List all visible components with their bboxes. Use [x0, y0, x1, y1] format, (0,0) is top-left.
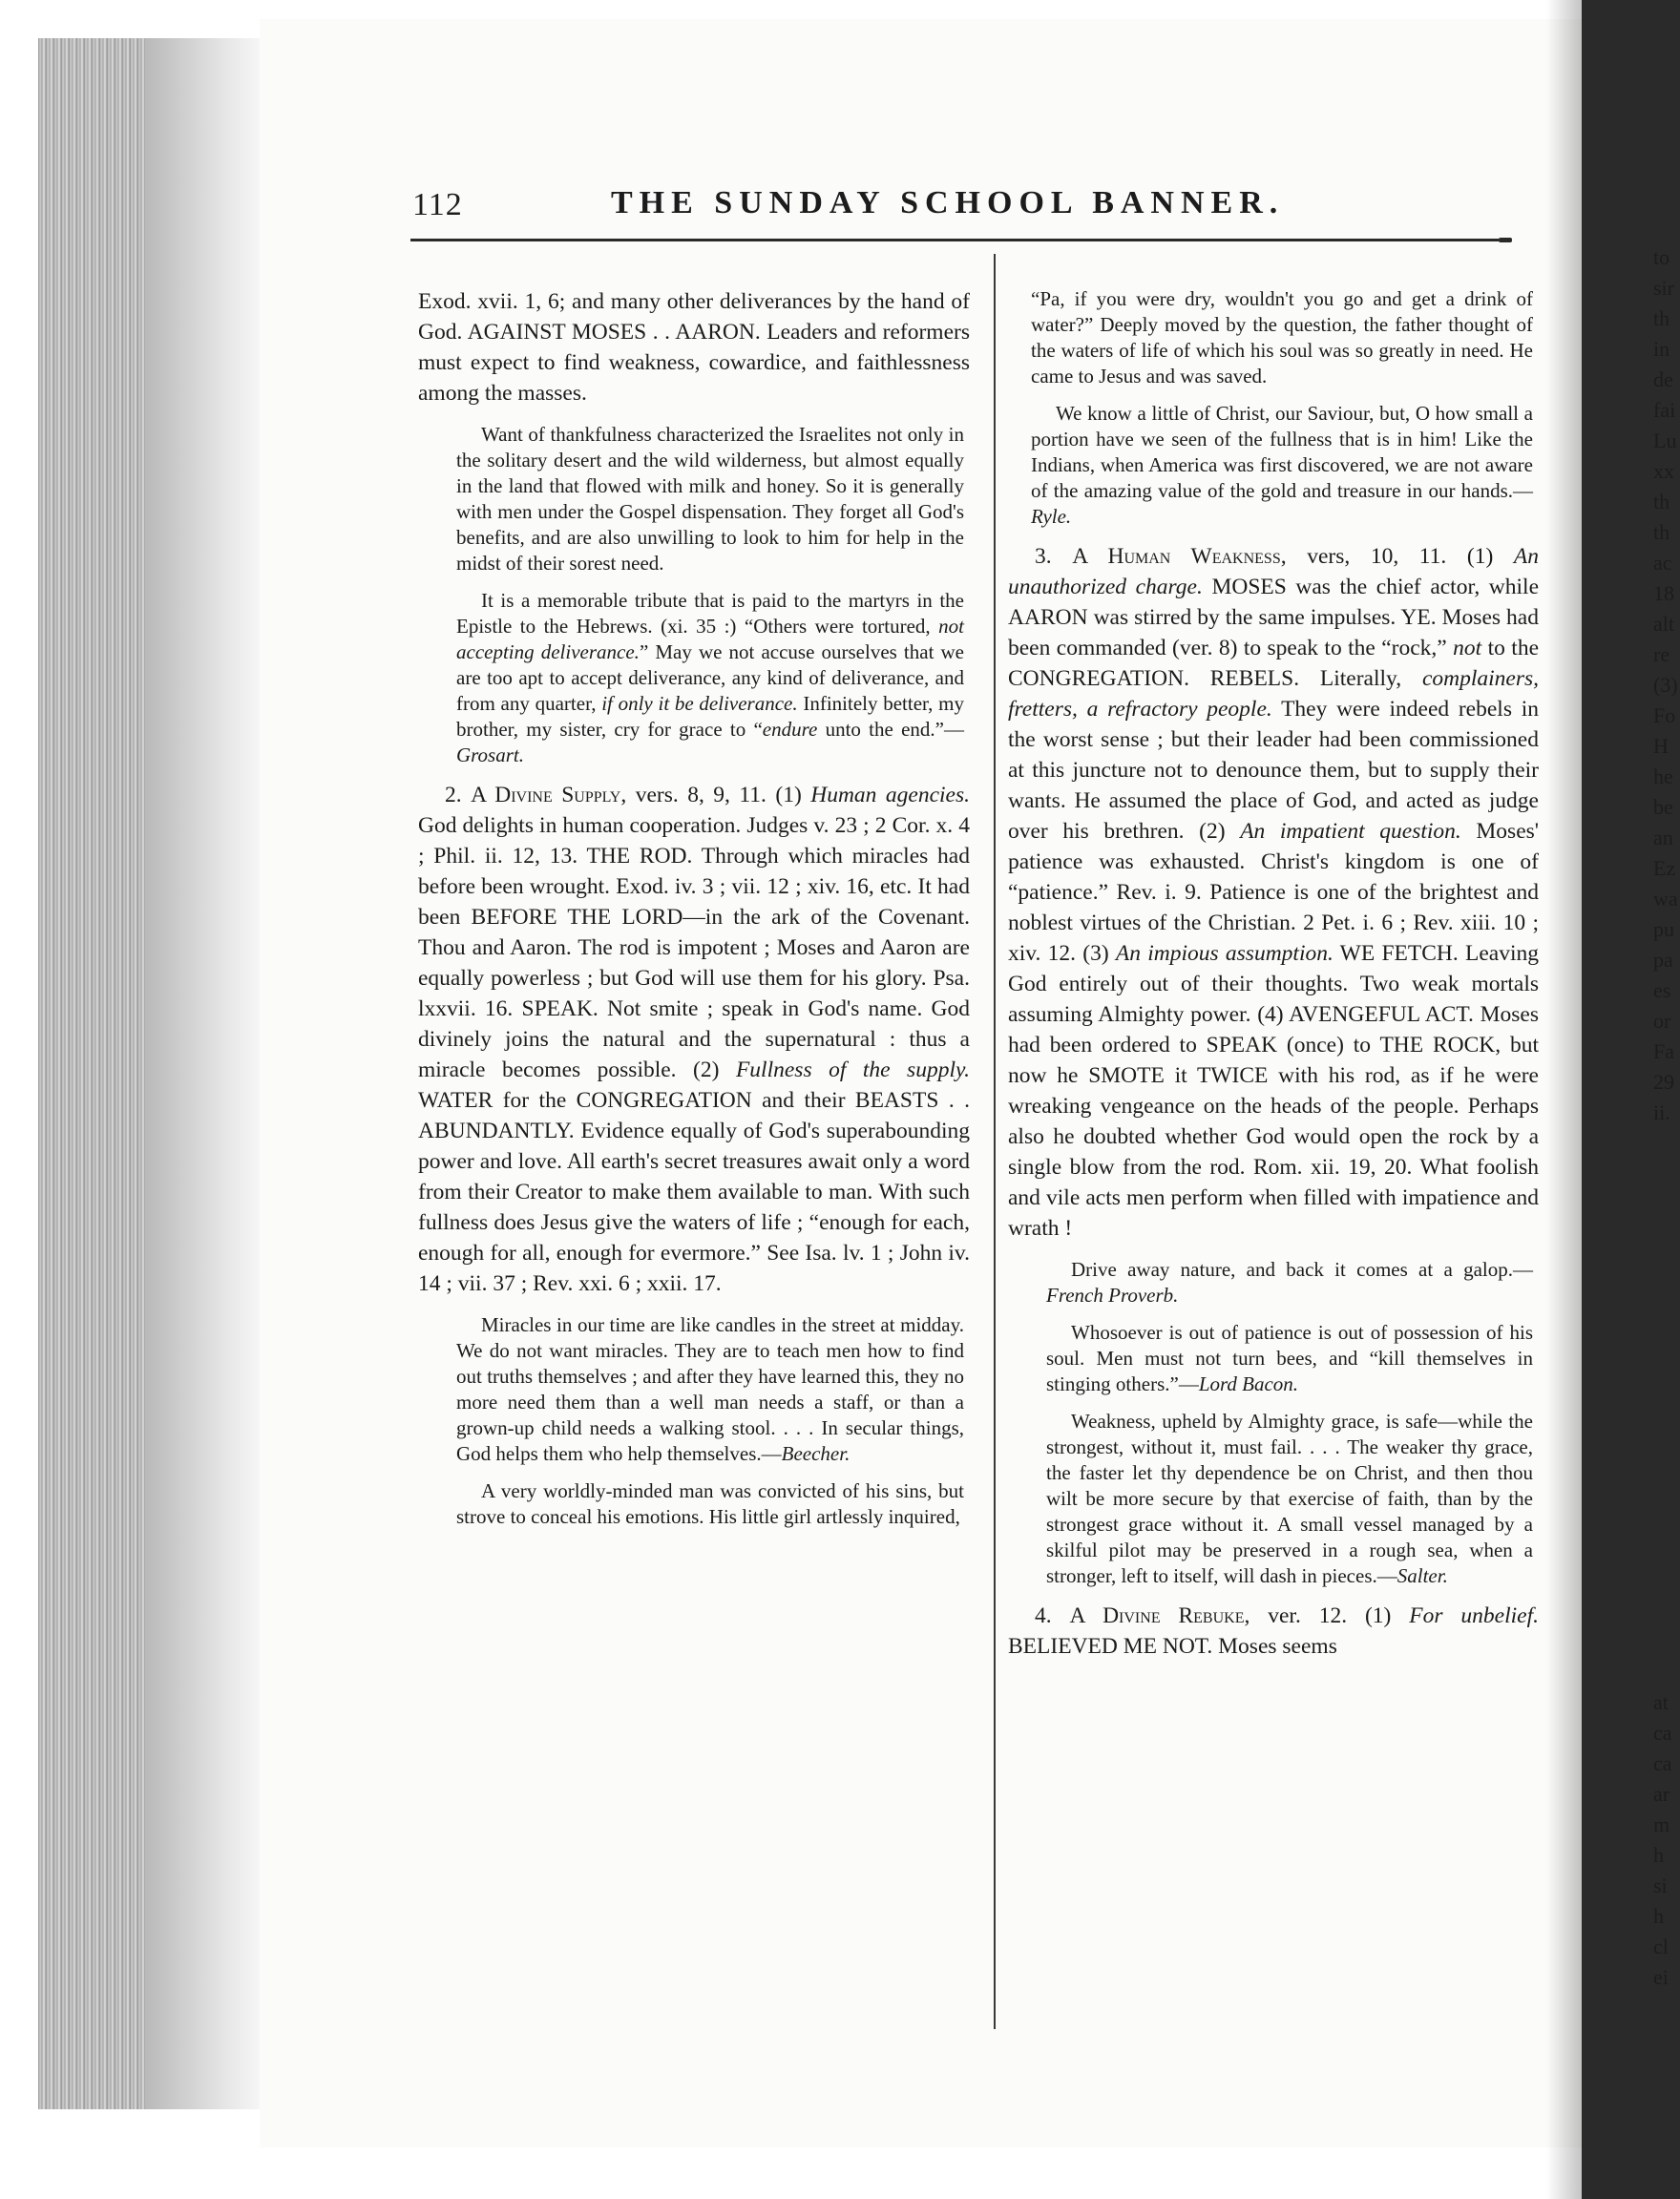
next-page-fragment-line: Ez — [1653, 856, 1676, 880]
next-page-fragment-line: es — [1653, 978, 1671, 1002]
section-4-paragraph: 4. A Divine Rebuke, ver. 12. (1) For unbelief. BELIEVED ME NOT. Moses seems — [1008, 1603, 1539, 1659]
next-page-fragment-lower — [1653, 1687, 1680, 1993]
paragraph: Exod. xvii. 1, 6; and many other deliverances by the hand of God. AGAINST MOSES . . AARON. Leaders and reformers must expect to find weakness, cowardice, and faithlessness among the masses. — [418, 289, 970, 406]
next-page-fragment-line: 29 — [1653, 1070, 1674, 1094]
next-page-fragment-line: Fo — [1653, 703, 1676, 727]
next-page-fragment-line: ac — [1653, 551, 1672, 575]
next-page-fragment-line: ca — [1653, 1721, 1672, 1745]
quotation: Miracles in our time are like candles in the street at midday. We do not want miracles. They are to teach men how to find out truths themselves ; and after they have learned this, they no more need them than a well man needs a staff, or than a grown-up child needs a walking stool. . . . In secular things, God helps them who help themselves.—Beecher. — [456, 1313, 964, 1465]
next-page-fragment-line: cl — [1653, 1935, 1669, 1958]
next-page-fragment-line: ii. — [1653, 1100, 1670, 1124]
next-page-fragment-line: h — [1653, 1904, 1664, 1928]
next-page-fragment-line: si — [1653, 1874, 1668, 1897]
quotation: Weakness, upheld by Almighty grace, is safe—while the strongest, without it, must fail. . . . The weaker thy grace, the faster let thy dependence be on Christ, and then thou wilt be more secure by that exercise of faith, than by the strongest grace without it. A small vessel managed by a skilful pilot may be preserved in a rough sea, when a stronger, left to itself, will dash in pieces.—Salter. — [1046, 1410, 1533, 1587]
next-page-fragment-line: sir — [1653, 276, 1674, 300]
quotation: A very worldly-minded man was convicted of his sins, but strove to conceal his emotions. His little girl artlessly inquired, — [456, 1479, 964, 1528]
next-page-fragment-line: h — [1653, 1843, 1664, 1867]
next-page-fragment-line: or — [1653, 1009, 1671, 1033]
column-divider — [994, 254, 996, 2029]
next-page-fragment-line: th — [1653, 520, 1670, 544]
next-page-fragment-line: an — [1653, 826, 1673, 849]
next-page-fragment-line: fai — [1653, 398, 1676, 422]
next-page-fragment-line: H — [1653, 734, 1669, 758]
book-page-stack — [38, 38, 145, 2109]
next-page-fragment-line: th — [1653, 490, 1670, 513]
next-page-fragment-line: pu — [1653, 917, 1674, 941]
quotation: It is a memorable tribute that is paid to the martyrs in the Epistle to the Hebrews. (xi. 35 :) “Others were tortured, not accepting deliverance.” May we not accuse ourselves that we are too apt to accept deliverance, any kind of deliverance, and from any quarter, if only it be deliverance. Infinitely better, my brother, my sister, cry for grace to “endure unto the end.”—Grosart. — [456, 589, 965, 766]
next-page-rule — [1659, 221, 1680, 223]
next-page-fragment-line: Lu — [1653, 429, 1677, 452]
next-page-fragment-line: m — [1653, 1812, 1670, 1836]
next-page-fragment-line: in — [1653, 337, 1670, 361]
next-page-fragment-line: ar — [1653, 1782, 1670, 1806]
next-page-fragment-line: re — [1653, 642, 1670, 666]
quotation: We know a little of Christ, our Saviour, but, O how small a portion have we seen of the fullness that is in him! Like the Indians, when America was first discovered, we are not aware of the amazing value of the gold and treasure in our hands.—Ryle. — [1031, 402, 1533, 528]
left-column — [418, 286, 970, 1541]
next-page-fragment-line: pa — [1653, 948, 1673, 972]
next-page-fragment-line: be — [1653, 795, 1673, 819]
next-page-fragment-line: th — [1653, 306, 1670, 330]
next-page-fragment-line: at — [1653, 1690, 1669, 1714]
next-page-fragment-line: xx — [1653, 459, 1674, 483]
next-page-fragment-line: to — [1653, 245, 1670, 269]
gutter-shadow — [1546, 0, 1585, 2199]
next-page-fragment-line: alt — [1653, 612, 1674, 636]
header-rule-ornament — [1499, 238, 1512, 242]
next-page-fragment-line: de — [1653, 367, 1673, 391]
next-page-fragment-line: 18 — [1653, 581, 1674, 605]
page-number: 112 — [412, 187, 463, 222]
next-page-fragment-line: Fa — [1653, 1039, 1674, 1063]
next-page-fragment-line: ei — [1653, 1965, 1669, 1989]
quotation: “Pa, if you were dry, wouldn't you go and get a drink of water?” Deeply moved by the question, the father thought of the waters of life of which his soul was so greatly in need. He came to Jesus and was saved. — [1031, 287, 1533, 387]
page-title: THE SUNDAY SCHOOL BANNER. — [611, 185, 1285, 220]
right-column — [1008, 286, 1539, 1675]
book-page-stack-shading — [145, 38, 260, 2109]
quotation: Drive away nature, and back it comes at a galop.—French Proverb. — [1046, 1258, 1533, 1307]
section-2-paragraph: 2. A Divine Supply, vers. 8, 9, 11. (1) Human agencies. God delights in human cooperation. Judges v. 23 ; 2 Cor. x. 4 ; Phil. ii. 12, 13. THE ROD. Through which miracles had before been wrought. Exod. iv. 3 ; vii. 12 ; xiv. 16, etc. It had been BEFORE THE LORD—in the ark of the Covenant. Thou and Aaron. The rod is impotent ; Moses and Aaron are equally powerless ; but God will use them for his glory. Psa. lxxvii. 16. SPEAK. Not smite ; speak in God's name. God divinely joins the natural and the supernatural : thus a miracle becomes possible. (2) Fullness of the supply. WATER for the CONGREGATION and their BEASTS . . ABUNDANTLY. Evidence equally of God's superabounding power and love. All earth's secret treasures await only a word from their Creator to make them available to man. With such fullness does Jesus give the waters of life ; “enough for each, enough for all, enough for evermore.” See Isa. lv. 1 ; John iv. 14 ; vii. 37 ; Rev. xxi. 6 ; xxii. 17. — [418, 783, 970, 1296]
header-rule — [410, 239, 1499, 241]
section-3-paragraph: 3. A Human Weakness, vers, 10, 11. (1) An unauthorized charge. MOSES was the chief actor, while AARON was stirred by the same impulses. YE. Moses had been commanded (ver. 8) to speak to the “rock,” not to the CONGREGATION. REBELS. Literally, complainers, fretters, a refractory people. They were indeed rebels in the worst sense ; but their leader had been commissioned at this juncture not to denounce them, but to supply their wants. He assumed the place of God, and acted as judge over his brethren. (2) An impatient question. Moses' patience was exhausted. Christ's kingdom is one of “patience.” Rev. i. 9. Patience is one of the brightest and noblest virtues of the Christian. 2 Pet. i. 6 ; Rev. xiii. 10 ; xiv. 12. (3) An impious assumption. WE FETCH. Leaving God entirely out of their thoughts. Two weak mortals assuming Almighty power. (4) AVENGEFUL ACT. Moses had been ordered to SPEAK (once) to THE ROCK, but now he SMOTE it TWICE with his rod, as if he were wreaking vengeance on the heads of the people. Perhaps also he doubted whether God would open the rock by a single blow from the rod. Rom. xii. 19, 20. What foolish and vile acts men perform when filled with impatience and wrath ! — [1008, 544, 1540, 1241]
next-page-fragment-line: ca — [1653, 1751, 1672, 1775]
next-page-fragment-line: wa — [1653, 887, 1678, 911]
quotation: Want of thankfulness characterized the Israelites not only in the solitary desert and the wild wilderness, but almost equally in the land that flowed with milk and honey. So it is generally with men under the Gospel dispensation. They forget all God's benefits, and are also unwilling to look to him for help in the midst of their sorest need. — [456, 423, 964, 575]
quotation: Whosoever is out of patience is out of possession of his soul. Men must not turn bees, and “kill themselves in stinging others.”—Lord Bacon. — [1046, 1321, 1533, 1395]
next-page-fragment-upper — [1653, 242, 1680, 1128]
next-page-fragment-line: he — [1653, 764, 1673, 788]
next-page-fragment-line: (3) — [1653, 673, 1678, 697]
